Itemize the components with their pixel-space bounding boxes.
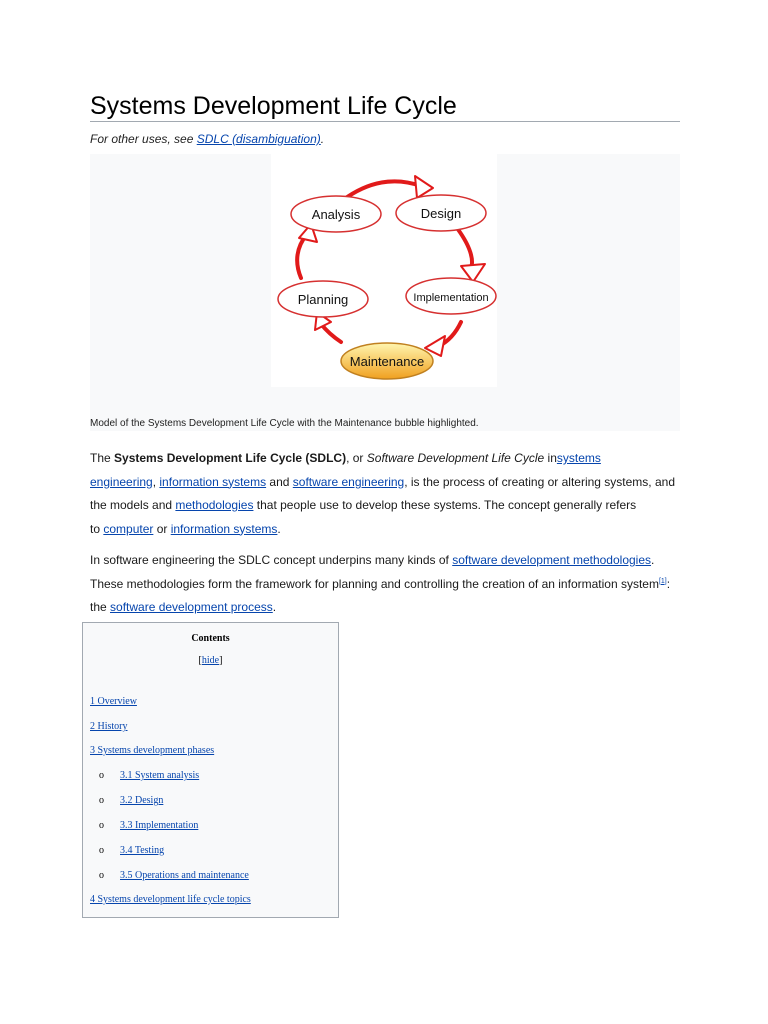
link-software-development-methodologies[interactable]: software development methodologies — [452, 553, 652, 567]
page-title: Systems Development Life Cycle — [90, 90, 680, 122]
toc-subitem-testing[interactable]: 3.4 Testing — [120, 845, 165, 856]
link-information-systems-2[interactable]: information systems — [170, 521, 278, 536]
label-implementation: Implementation — [413, 292, 489, 304]
toc-bullet: o — [99, 870, 104, 881]
toc-item-history[interactable]: 2 History — [90, 721, 128, 732]
text: the models and — [90, 498, 176, 512]
text: . — [272, 600, 277, 614]
bold-term: Systems Development Life Cycle (SDLC) — [114, 451, 347, 465]
reference-link[interactable]: [1] — [658, 577, 667, 585]
text: , or — [346, 451, 367, 465]
figure-caption: Model of the Systems Development Life Cycle with the Maintenance bubble highlighted. — [90, 418, 479, 429]
text: . — [651, 553, 655, 567]
toc-subitem-system-analysis[interactable]: 3.1 System analysis — [120, 770, 200, 781]
toc-item-overview[interactable]: 1 Overview — [90, 696, 137, 707]
link-information-systems[interactable]: information systems — [159, 474, 267, 489]
toc-item-phases[interactable]: 3 Systems development phases — [90, 745, 215, 756]
link-engineering[interactable]: engineering — [90, 474, 153, 489]
italic-term: Software Development Life Cycle — [366, 451, 545, 465]
toc-subitem-implementation[interactable]: 3.3 Implementation — [120, 820, 199, 831]
arrow-planning-analysis — [297, 234, 307, 278]
toc-bullet: o — [99, 770, 104, 781]
link-software-engineering[interactable]: software engineering — [292, 474, 405, 489]
sdlc-diagram — [271, 154, 497, 387]
toc-title: Contents — [191, 633, 230, 644]
text: , — [152, 474, 160, 489]
toc-bullet: o — [99, 820, 104, 831]
label-analysis: Analysis — [311, 207, 361, 222]
text: : — [666, 576, 671, 591]
text: . — [277, 521, 281, 536]
hatnote-suffix: . — [320, 132, 325, 146]
disambiguation-link[interactable]: SDLC (disambiguation) — [196, 132, 321, 146]
bracket: [ — [198, 655, 202, 666]
link-software-development-process[interactable]: software development process — [110, 600, 273, 614]
text: in — [544, 451, 557, 465]
text: that people use to develop these systems. The concept generally refers — [253, 498, 637, 512]
text: These methodologies form the framework for planning and controlling the creation of an information system — [90, 576, 659, 591]
toc-bullet: o — [99, 845, 104, 856]
link-methodologies[interactable]: methodologies — [175, 498, 254, 512]
toc-hide-toggle — [83, 655, 338, 666]
arrow-design-implementation — [457, 228, 472, 269]
text: the — [90, 600, 111, 614]
text: The — [90, 451, 115, 465]
label-maintenance: Maintenance — [349, 354, 425, 369]
toc-item-topics[interactable]: 4 Systems development life cycle topics — [90, 894, 251, 905]
text: In software engineering the SDLC concept underpins many kinds of — [90, 553, 453, 567]
table-of-contents — [82, 622, 339, 918]
bracket: ] — [219, 655, 223, 666]
text: and — [266, 474, 293, 489]
toc-bullet: o — [99, 795, 104, 806]
figure — [90, 154, 680, 431]
hatnote — [90, 131, 324, 147]
link-computer[interactable]: computer — [103, 521, 154, 536]
label-design: Design — [420, 206, 462, 221]
text: , is the process of creating or altering systems, and — [404, 474, 675, 489]
link-systems[interactable]: systems — [556, 451, 601, 465]
label-planning: Planning — [297, 292, 349, 307]
toc-hide-link[interactable]: hide — [201, 655, 220, 666]
methodology-paragraph — [90, 549, 680, 620]
arrow-maintenance-planning — [321, 324, 341, 342]
text: or — [153, 521, 171, 536]
toc-subitem-design[interactable]: 3.2 Design — [120, 795, 164, 806]
hatnote-prefix: For other uses, see — [90, 132, 197, 146]
arrowhead-design — [415, 176, 433, 198]
intro-paragraph — [90, 447, 680, 541]
text: to — [90, 521, 104, 536]
sdlc-cycle-diagram — [271, 154, 497, 387]
toc-subitem-operations-maintenance[interactable]: 3.5 Operations and maintenance — [120, 870, 249, 881]
